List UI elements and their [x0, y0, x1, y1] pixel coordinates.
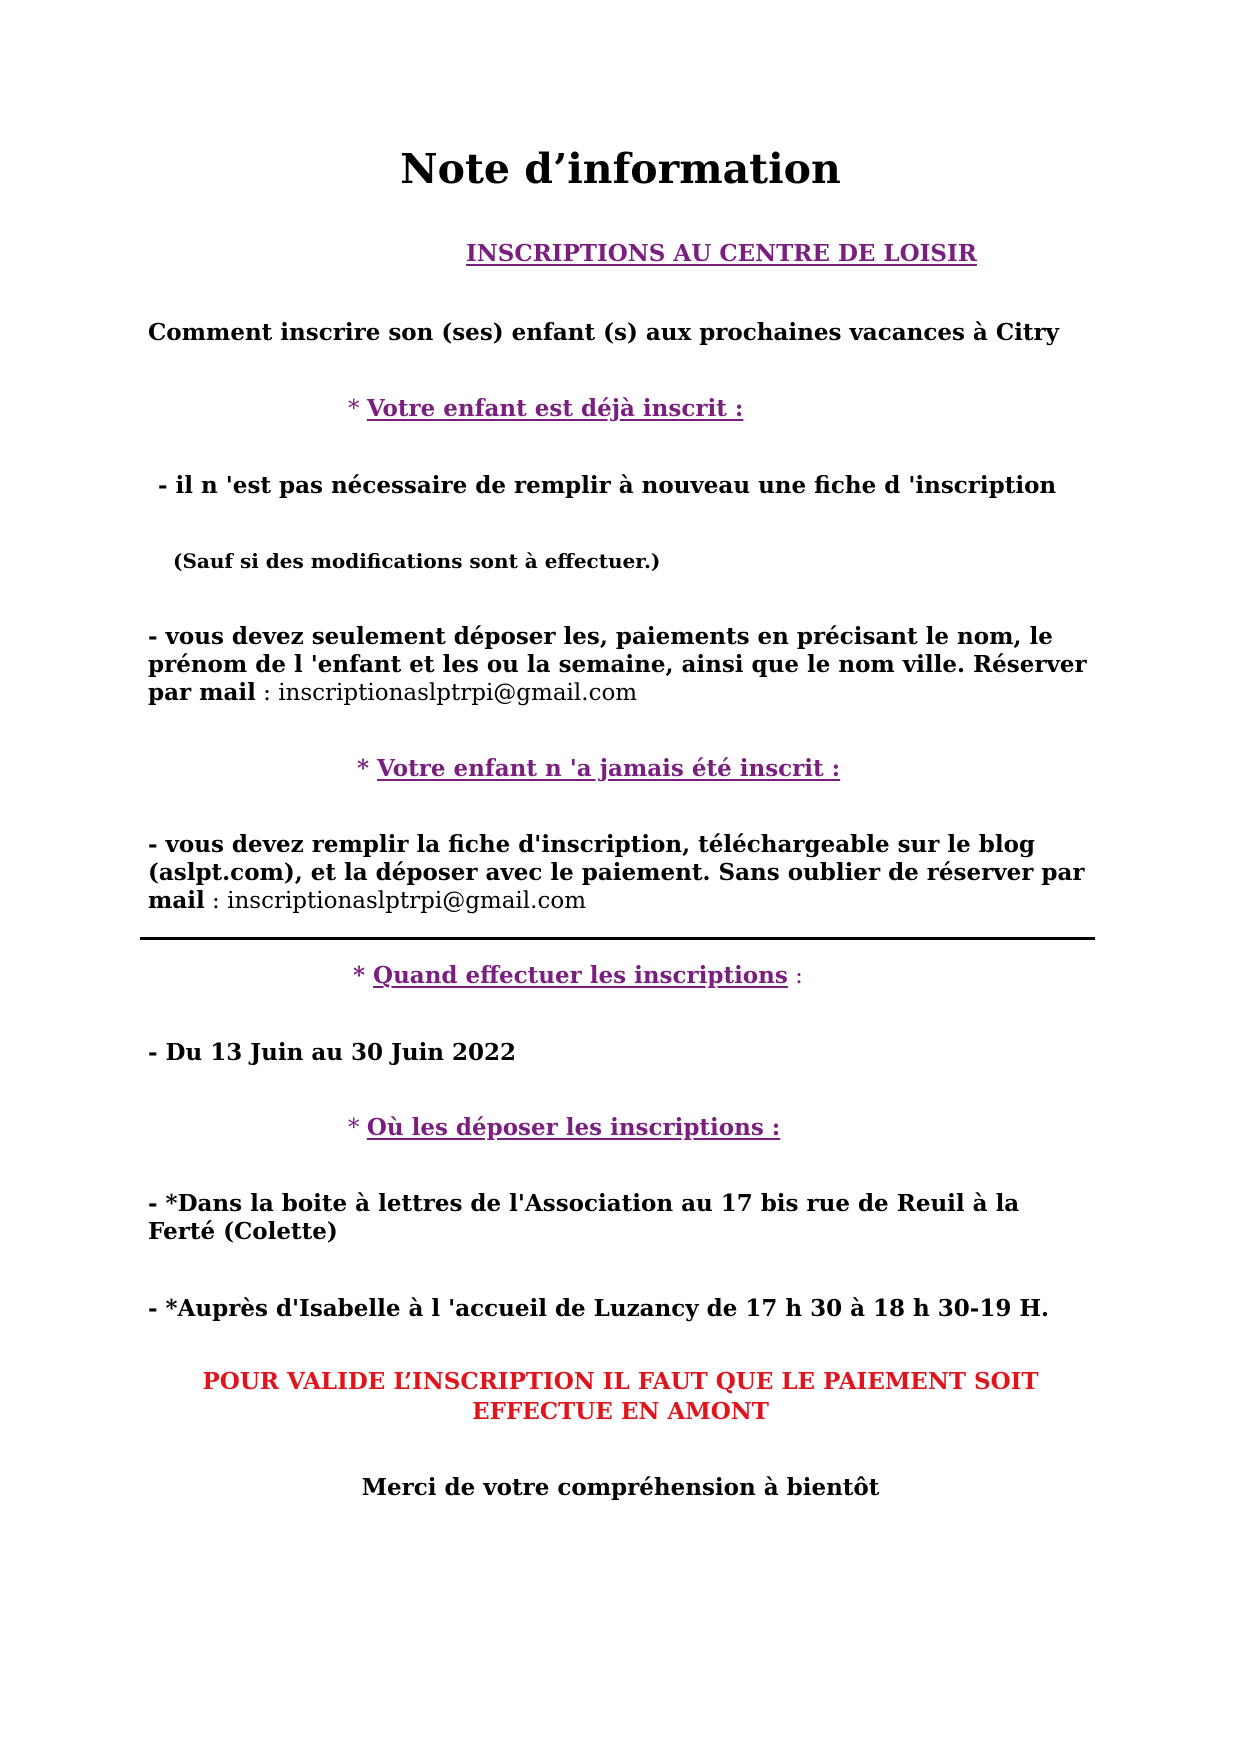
item-line	[148, 679, 1087, 707]
when-item-1: - Du 13 Juin au 30 Juin 2022	[148, 1039, 517, 1066]
item-line: - *Dans la boite à lettres de l'Association au 17 bis rue de Reuil à la	[148, 1190, 1020, 1217]
closing-text: Merci de votre compréhension à bientôt	[361, 1474, 880, 1501]
item-line	[148, 887, 1084, 915]
section-heading-already-registered	[348, 395, 743, 422]
item-line: Ferté (Colette)	[148, 1218, 338, 1245]
heading-star: *	[357, 755, 378, 782]
section-heading-when	[353, 962, 803, 989]
already-registered-item-2	[148, 623, 1087, 707]
page-title: Note d’information	[400, 145, 841, 193]
heading-text: Quand effectuer les inscriptions	[373, 962, 788, 989]
item-line: (aslpt.com), et la déposer avec le paiement. Sans oublier de réserver par	[148, 859, 1085, 886]
warning-line: EFFECTUE EN AMONT	[472, 1398, 769, 1425]
item-line: - vous devez remplir la fiche d'inscription, téléchargeable sur le blog	[148, 831, 1036, 858]
item-line: prénom de l 'enfant et les ou la semaine, ainsi que le nom ville. Réserver	[148, 651, 1087, 678]
already-registered-note: (Sauf si des modifications sont à effectuer.)	[173, 549, 661, 573]
payment-warning	[0, 1367, 1241, 1427]
never-registered-item-1	[148, 831, 1084, 915]
warning-line: POUR VALIDE L’INSCRIPTION IL FAUT QUE LE PAIEMENT SOIT	[202, 1368, 1039, 1395]
email-address: inscriptionaslptrpi@gmail.com	[227, 888, 586, 914]
heading-text: Où les déposer les inscriptions :	[366, 1114, 781, 1141]
heading-star: *	[348, 1115, 367, 1141]
already-registered-item-1: - il n 'est pas nécessaire de remplir à nouveau une fiche d 'inscription	[158, 472, 1057, 499]
heading-star: *	[348, 396, 367, 422]
heading-colon: :	[787, 963, 803, 989]
mail-separator: :	[255, 680, 279, 706]
intro-text: Comment inscrire son (ses) enfant (s) aux prochaines vacances à Citry	[148, 319, 1059, 346]
heading-star: *	[353, 962, 374, 989]
item-line: - vous devez seulement déposer les, paiements en précisant le nom, le	[148, 623, 1053, 650]
document-subtitle: INSCRIPTIONS AU CENTRE DE LOISIR	[466, 240, 977, 267]
email-address: inscriptionaslptrpi@gmail.com	[278, 680, 638, 706]
horizontal-divider	[140, 937, 1095, 940]
heading-text: Votre enfant est déjà inscrit :	[366, 395, 744, 422]
section-heading-where	[348, 1114, 780, 1141]
where-item-1	[148, 1190, 1019, 1246]
mail-separator: :	[204, 888, 228, 914]
section-heading-never-registered	[357, 755, 840, 782]
heading-text: Votre enfant n 'a jamais été inscrit :	[377, 755, 841, 782]
where-item-2: - *Auprès d'Isabelle à l 'accueil de Luzancy de 17 h 30 à 18 h 30-19 H.	[148, 1295, 1050, 1322]
mail-label: par mail	[148, 679, 256, 706]
mail-label: mail	[148, 887, 205, 914]
